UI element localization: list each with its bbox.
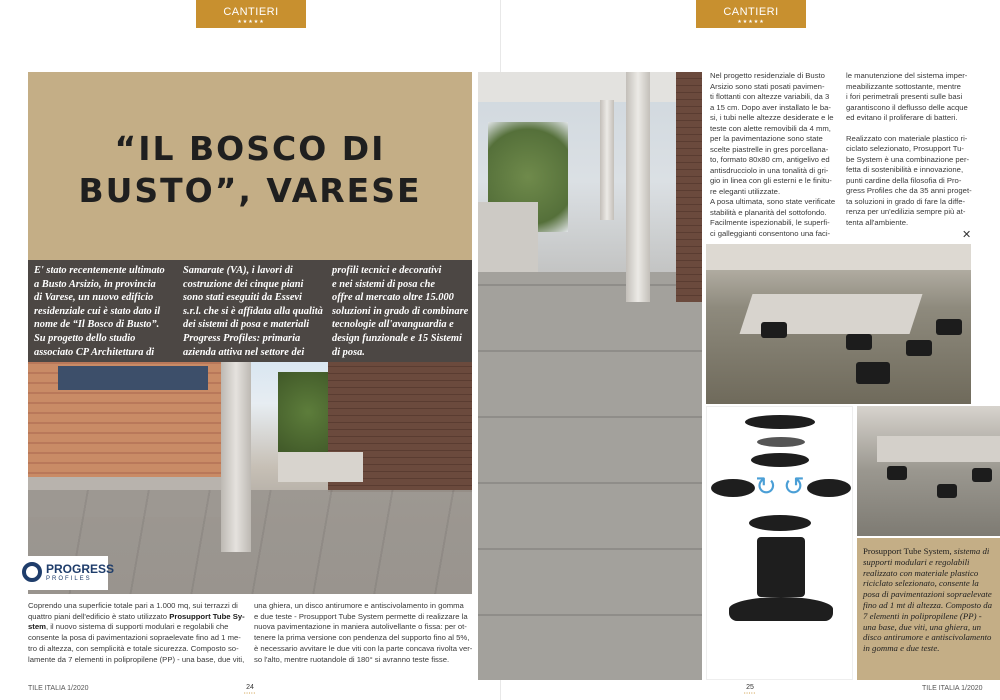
screw-piece xyxy=(711,479,755,497)
body-line: renza per un'edilizia sempre più at- xyxy=(846,207,966,216)
body-line: lamente da 7 elementi in polipropilene (PP) - una base, due viti, xyxy=(28,654,245,664)
pedestal-support xyxy=(887,466,907,480)
body-line: nuova pavimentazione in maniera autolivellante o fissa: per ot- xyxy=(254,622,467,632)
support-base xyxy=(729,597,833,621)
body-line: fetta di sostenibilità e innovazione, xyxy=(846,165,964,174)
support-head xyxy=(745,415,815,429)
body-line: so l'alto, mentre ruotandole di 180° si avranno teste fisse. xyxy=(254,654,450,664)
page-number-value: 25 xyxy=(746,684,754,691)
body-line: tenta all'ambiente. xyxy=(846,217,909,227)
page-number-value: 24 xyxy=(246,684,254,691)
intro-line: di Varese, un nuovo edificio xyxy=(34,292,154,304)
body-left-column-2 xyxy=(254,601,476,665)
folio-right: TILE ITALIA 1/2020 xyxy=(922,685,983,692)
body-line: ciclato selezionato, Prosupport Tu- xyxy=(846,144,964,153)
logo-mark-icon xyxy=(22,562,42,582)
body-left-column-1 xyxy=(28,601,248,665)
column-near xyxy=(626,72,650,302)
intro-line: Progress Profiles: primaria xyxy=(183,332,301,344)
rotate-left-arrow-icon: ↻ xyxy=(755,471,777,501)
antinoise-disc xyxy=(757,437,805,447)
brick-wall xyxy=(676,72,702,302)
body-line: teste con alette removibili da 4 mm, xyxy=(710,123,831,133)
page-number-right xyxy=(740,684,760,695)
close-icon: ✕ xyxy=(962,229,972,241)
intro-column-3 xyxy=(332,264,472,359)
body-line: una ghiera, un disco antirumore e antiscivolamento in gomma xyxy=(254,601,464,610)
intro-line: Su progetto dello studio xyxy=(34,332,136,344)
body-line xyxy=(28,622,248,633)
tiled-floor xyxy=(478,272,702,680)
body-line: i fori perimetrali presenti sulle basi xyxy=(846,92,963,101)
tube xyxy=(757,537,805,597)
intro-line: E' stato recentemente ultimato xyxy=(34,265,165,276)
page-dots: ••••• xyxy=(743,690,756,695)
body-line: ta soluzioni in grado di fare la diffe- xyxy=(846,196,966,206)
product-name: stem xyxy=(28,622,46,632)
intro-line: associato CP Architettura di xyxy=(34,346,155,358)
title-line-2: BUSTO”, VARESE xyxy=(78,171,422,210)
ring-nut xyxy=(749,515,811,531)
intro-line: a Busto Arsizio, in provincia xyxy=(34,278,156,290)
body-line: tenere la prima versione con pendenza del supporto fino al 5%, xyxy=(254,633,470,643)
section-stars-left: ★★★★★ xyxy=(237,19,265,25)
pedestal-support xyxy=(846,334,872,350)
intro-line: azienda attiva nel settore dei xyxy=(183,346,305,358)
corridor-photo xyxy=(478,72,702,680)
body-line: tro di altezza, con semplicità e totale sicurezza. Composto so- xyxy=(28,643,239,653)
product-exploded-view xyxy=(706,406,853,680)
intro-line: Samarate (VA), i lavori di xyxy=(183,265,293,276)
body-line: consente la posa di pavimentazioni sopraelevate fino ad 1 me- xyxy=(28,633,241,643)
body-line: ed evitano il proliferare di batteri. xyxy=(846,113,958,122)
body-line: stabilità e planarità del sottofondo. xyxy=(710,207,827,217)
body-line: ti flottanti con altezze variabili, da 3 xyxy=(710,92,830,101)
pedestal-support xyxy=(856,362,890,384)
pedestal-support xyxy=(761,322,787,338)
body-line: garantiscono il deflusso delle acque xyxy=(846,102,968,112)
body-span: , il nuovo sistema di supporti modulari e regolabili che xyxy=(45,622,229,632)
body-line: Realizzato con materiale plastico ri- xyxy=(846,133,968,143)
intro-line: offre al mercato oltre 15.000 xyxy=(332,292,454,304)
body-line: gio in linea con gli esterni e le finitu- xyxy=(710,176,832,185)
body-line: Facilmente ispezionabili, le superfi- xyxy=(710,218,830,227)
section-tab-left xyxy=(196,0,306,28)
raised-tile xyxy=(877,436,1000,462)
body-line: re eleganti utilizzate. xyxy=(710,186,781,196)
pedestal-support xyxy=(936,319,962,335)
intro-line: profili tecnici e decorativi xyxy=(332,265,442,276)
body-line: A posa ultimata, sono state verificate xyxy=(710,197,836,206)
body-line: punti cardine della filosofia di Pro- xyxy=(846,175,962,185)
body-line: gress Profiles che da 35 anni proget- xyxy=(846,186,972,195)
body-right-column-2 xyxy=(846,71,976,228)
pedestal-photo xyxy=(706,244,971,404)
body-line xyxy=(28,612,248,623)
intro-line: soluzioni in grado di combinare xyxy=(332,305,469,317)
body-line: be System è una combinazione per- xyxy=(846,154,970,164)
intro-line: e nei sistemi di posa che xyxy=(332,278,436,290)
section-stars-right: ★★★★★ xyxy=(737,19,765,25)
title-line-1: “IL BOSCO DI xyxy=(114,129,386,168)
body-line: a 15 cm. Dopo aver installato le ba- xyxy=(710,102,831,112)
wall xyxy=(706,244,971,270)
solar-roof xyxy=(58,366,208,390)
body-line: ci galleggianti consentono una faci- xyxy=(710,228,831,238)
body-line: scelte piastrelle in gres porcellana- xyxy=(710,144,829,154)
support-head xyxy=(751,453,809,467)
column xyxy=(221,362,251,552)
folio-left: TILE ITALIA 1/2020 xyxy=(28,685,89,692)
caption-lead: Prosupport Tube System, xyxy=(863,546,954,556)
intro-column-2 xyxy=(183,264,333,359)
installation-photo xyxy=(857,406,1000,536)
intro-line: tecnologie all'avanguardia e xyxy=(332,319,454,331)
intro-line: nome de “Il Bosco di Busto”. xyxy=(34,319,160,331)
body-line: per la pavimentazione sono state xyxy=(710,134,823,143)
body-line: to, formato 80x80 cm, antigelivo ed xyxy=(710,155,830,164)
intro-line: dei sistemi di posa e materiali xyxy=(183,319,310,331)
pedestal-support xyxy=(937,484,957,498)
photo-caption xyxy=(857,538,1000,680)
intro-line: s.r.l. che si è affidata alla qualità xyxy=(183,305,323,317)
section-label-left: CANTIERI xyxy=(223,6,279,18)
body-line: e due teste - Prosupport Tube System permette di realizzare la xyxy=(254,611,468,621)
body-right-column-1 xyxy=(710,71,850,239)
intro-line: di posa. xyxy=(332,346,365,358)
rotate-right-arrow-icon: ↺ xyxy=(783,471,805,501)
ceiling xyxy=(478,72,702,102)
caption-text: sistema di supporti modulari e regolabili realizzato con materiale plastico riciclato selezionato, consente la posa di pavimentazioni sopraelevate fino ad 1 mt di altezza. Composto da 7 elementi in polipropilene (PP) - una base, due viti, una ghiera, un disco antirumore e antiscivolamento in gomma e due teste. xyxy=(863,546,993,654)
column-far xyxy=(600,100,614,220)
paragraph-gap xyxy=(846,124,976,134)
intro-line: sono stati eseguiti da Essevi xyxy=(183,292,302,304)
page-dots: ••••• xyxy=(243,690,256,695)
product-name: Prosupport Tube Sy- xyxy=(169,611,245,621)
body-line: Nel progetto residenziale di Busto xyxy=(710,71,825,80)
body-line: le manutenzione del sistema imper- xyxy=(846,71,968,80)
page-number-left xyxy=(240,684,260,695)
logo-name: PROGRESS xyxy=(46,562,115,576)
section-label-right: CANTIERI xyxy=(723,6,779,18)
intro-column-1 xyxy=(34,264,184,359)
body-line: meabilizzante sottostante, mentre xyxy=(846,81,961,91)
body-line: Coprendo una superficie totale pari a 1.000 mq, sui terrazzi di xyxy=(28,601,238,610)
intro-line: design funzionale e 15 Sistemi xyxy=(332,332,462,344)
pedestal-support xyxy=(972,468,992,482)
body-line: si, i tubi nelle altezze desiderate e le xyxy=(710,113,834,122)
intro-line: residenziale cui è stato dato il xyxy=(34,305,161,317)
body-line: antisdrucciolo in una tonalità di gri- xyxy=(710,165,829,175)
body-span: quattro piani dell'edificio è stato utilizzato xyxy=(28,611,170,621)
progress-profiles-logo xyxy=(18,556,115,590)
screw-piece xyxy=(807,479,851,497)
section-tab-right xyxy=(696,0,806,28)
body-line: è necessario avvitare le due viti con la parte concava rivolta ver- xyxy=(254,643,473,653)
pedestal-support xyxy=(906,340,932,356)
parapet xyxy=(278,452,363,482)
logo-sub: PROFILES xyxy=(46,576,92,582)
article-title xyxy=(28,128,472,212)
intro-line: costruzione dei cinque piani xyxy=(183,278,304,290)
body-line: Arsizio sono stati posati pavimen- xyxy=(710,81,825,91)
